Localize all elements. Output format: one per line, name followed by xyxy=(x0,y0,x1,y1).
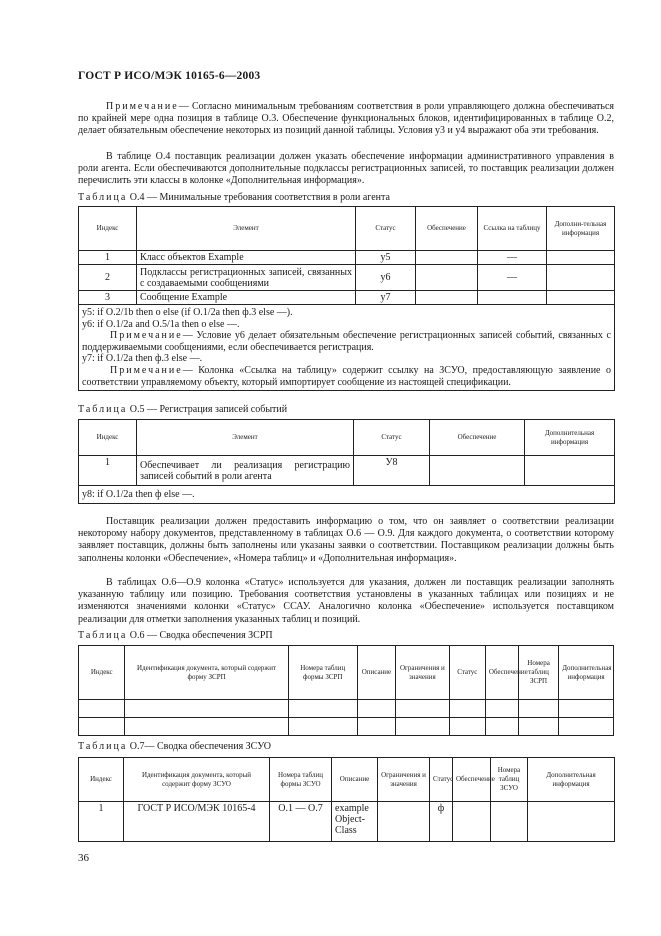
col-header-constraints: Ограничения и значения xyxy=(396,646,450,700)
cell-table-ref xyxy=(478,291,547,305)
table-o4-caption xyxy=(78,192,390,204)
table-header-row xyxy=(79,758,615,802)
cell-element: Подклассы регистрационных записей, связанных с создаваемыми сообщениями xyxy=(137,265,356,291)
table-o5-caption xyxy=(78,404,287,416)
note-label: Примечание xyxy=(106,101,179,112)
paragraph-2: В таблице О.4 поставщик реализации должен указать обеспечение информации административного управления в роли агента. Если обеспечиваются дополнительные подклассы регистрационных записей, то поставщик реализации должен перечислить эти классы в колонке «Дополнительная информация». xyxy=(78,151,614,187)
col-header-form-tables: Номера таблиц формы ЗСУО xyxy=(270,758,332,802)
table-o6 xyxy=(78,645,614,736)
cell-table-ref: — xyxy=(478,265,547,291)
col-header-additional-info: Дополнительная информация xyxy=(559,646,614,700)
cell-table-ref: — xyxy=(478,251,547,265)
col-header-status: Статус xyxy=(430,758,453,802)
cell-support xyxy=(416,265,478,291)
page-number: 36 xyxy=(78,852,89,864)
table-o6-title: О.6 — Сводка обеспечения ЗСРП xyxy=(129,630,273,641)
cell-additional xyxy=(547,251,615,265)
col-header-support: Обеспечение xyxy=(485,646,518,700)
cell-status: у6 xyxy=(356,265,416,291)
note-label: Примечание xyxy=(110,330,183,342)
cell-index: 3 xyxy=(79,291,137,305)
table-notes-row xyxy=(79,486,615,504)
col-header-table-numbers: Номера таблиц ЗСРП xyxy=(518,646,558,700)
cell-index: 1 xyxy=(79,456,137,486)
condition-y8: у8: if О.1/2а then ф else —. xyxy=(79,486,615,504)
col-header-constraints: Ограничения и значения xyxy=(378,758,430,802)
col-header-form-tables: Номера таблиц формы ЗСРП xyxy=(288,646,357,700)
col-header-additional-info: Дополни-тельная информация xyxy=(547,207,615,251)
cell-support xyxy=(430,456,525,486)
cell-form-tables: О.1 — О.7 xyxy=(270,802,332,842)
table-note-1 xyxy=(82,330,611,353)
cell-table-numbers xyxy=(491,802,528,842)
table-word: Таблица xyxy=(78,741,128,752)
col-header-index: Индекс xyxy=(79,420,137,456)
table-row xyxy=(79,265,615,291)
col-header-support: Обеспечение xyxy=(453,758,491,802)
col-header-document: Идентификация документа, который содержит форму ЗСУО xyxy=(124,758,270,802)
cell-support xyxy=(416,251,478,265)
cell-additional xyxy=(547,291,615,305)
cell-index: 2 xyxy=(79,265,137,291)
table-word: Таблица xyxy=(78,192,128,203)
col-header-additional-info: Дополнительная информация xyxy=(525,420,615,456)
paragraph-3: Поставщик реализации должен предоставить информацию о том, что он заявляет о соответствии реализации некоторому набору документов, представленному в таблицах О.6 — О.9. Для каждого документа, о соответствии которому заявляет поставщик, должны быть заполнены или указаны заявки о соответствии. Поставщиком реализации должны быть заполнены колонки «Обеспечение», «Номера таблиц» и «Дополнительная информация». xyxy=(78,516,614,564)
table-o5 xyxy=(78,419,615,504)
col-header-support: Обеспечение xyxy=(430,420,525,456)
cell-support xyxy=(416,291,478,305)
note-text: — Колонка «Ссылка на таблицу» содержит ссылку на ЗСУО, предоставляющую заявление о соответствии управляемому объекту, который импортирует сообщение из настоящей спецификации. xyxy=(82,364,611,388)
cell-element: Обеспечивает ли реализация регистрацию записей событий в роли агента xyxy=(137,456,354,486)
table-o6-caption xyxy=(78,630,273,642)
col-header-index: Индекс xyxy=(79,207,137,251)
col-header-status: Статус xyxy=(354,420,430,456)
cell-support xyxy=(453,802,491,842)
cell-constraints xyxy=(378,802,430,842)
table-header-row xyxy=(79,646,614,700)
cell-additional xyxy=(525,456,615,486)
col-header-status: Статус xyxy=(449,646,485,700)
table-row xyxy=(79,718,614,736)
note-text: — Условие у6 делает обязательным обеспечение регистрационных записей событий, связанных с поддерживаемыми сообщениями, если обеспечивается регистрация. xyxy=(82,330,611,353)
table-o4 xyxy=(78,206,615,391)
cell-index: 1 xyxy=(79,251,137,265)
cell-document: ГОСТ Р ИСО/МЭК 10165-4 xyxy=(124,802,270,842)
col-header-description: Описание xyxy=(332,758,378,802)
col-header-index: Индекс xyxy=(79,758,124,802)
note-text: — Согласно минимальным требованиям соответствия в роли управляющего должна обеспечиваться по крайней мере одна позиция в таблице О.3. Обеспечение функциональных блоков, идентифицированных в таблице О.2, делает обязательным обеспечение некоторых из позиций данной таблицы. Условия у3 и у4 выражают оба эти требования. xyxy=(78,101,614,137)
col-header-document: Идентификация документа, который содержит форму ЗСРП xyxy=(125,646,288,700)
table-o4-title: О.4 — Минимальные требования соответствия в роли агента xyxy=(129,192,390,203)
condition-y6: у6: if О.1/2а and О.5/1а then о else —. xyxy=(82,318,240,330)
table-notes-row xyxy=(79,305,615,391)
table-note-2 xyxy=(82,365,611,388)
cell-element: Класс объектов Example xyxy=(137,251,356,265)
table-header-row xyxy=(79,420,615,456)
table-row xyxy=(79,802,615,842)
cell-element: Сообщение Example xyxy=(137,291,356,305)
col-header-element: Элемент xyxy=(137,207,356,251)
table-o7 xyxy=(78,757,615,842)
cell-additional xyxy=(547,265,615,291)
table-word: Таблица xyxy=(78,404,128,415)
col-header-status: Статус xyxy=(356,207,416,251)
col-header-element: Элемент xyxy=(137,420,354,456)
note-paragraph-1 xyxy=(78,101,614,138)
cell-index: 1 xyxy=(79,802,124,842)
table-word: Таблица xyxy=(78,630,128,641)
cell-additional xyxy=(528,802,615,842)
col-header-table-numbers: Номера таблиц ЗСУО xyxy=(491,758,528,802)
table-row xyxy=(79,251,615,265)
note-label: Примечание xyxy=(110,364,183,376)
col-header-description: Описание xyxy=(357,646,395,700)
table-o5-title: О.5 — Регистрация записей событий xyxy=(129,404,288,415)
table-header-row xyxy=(79,207,615,251)
col-header-additional-info: Дополнительная информация xyxy=(528,758,615,802)
col-header-table-ref: Ссылка на таблицу xyxy=(478,207,547,251)
cell-status: у5 xyxy=(356,251,416,265)
running-header: ГОСТ Р ИСО/МЭК 10165-6—2003 xyxy=(78,70,261,82)
table-o7-title: О.7— Сводка обеспечения ЗСУО xyxy=(129,741,272,752)
col-header-support: Обеспечение xyxy=(416,207,478,251)
cell-status: у7 xyxy=(356,291,416,305)
col-header-index: Индекс xyxy=(79,646,125,700)
cell-status: ф xyxy=(430,802,453,842)
table-row xyxy=(79,456,615,486)
table-o7-caption xyxy=(78,741,271,753)
paragraph-4: В таблицах О.6—О.9 колонка «Статус» используется для указания, должен ли поставщик реализации заполнять указанную таблицу или позицию. Требования соответствия установлены в указанных таблицах или позициях и не изменяются значениями колонки «Статус» ССАУ. Аналогично колонка «Обеспечение» используется поставщиком реализации для отметки заполнения указанных таблиц и позиций. xyxy=(78,577,614,625)
cell-status: У8 xyxy=(354,456,430,486)
table-row xyxy=(79,700,614,718)
table-row xyxy=(79,291,615,305)
condition-y7: у7: if О.1/2а then ф.3 else —. xyxy=(82,353,203,365)
condition-y5: у5: if О.2/1b then о else (if О.1/2а then ф.3 else —). xyxy=(82,307,293,318)
table-o4-notes xyxy=(79,305,615,391)
cell-description: example Object-Class xyxy=(332,802,378,842)
